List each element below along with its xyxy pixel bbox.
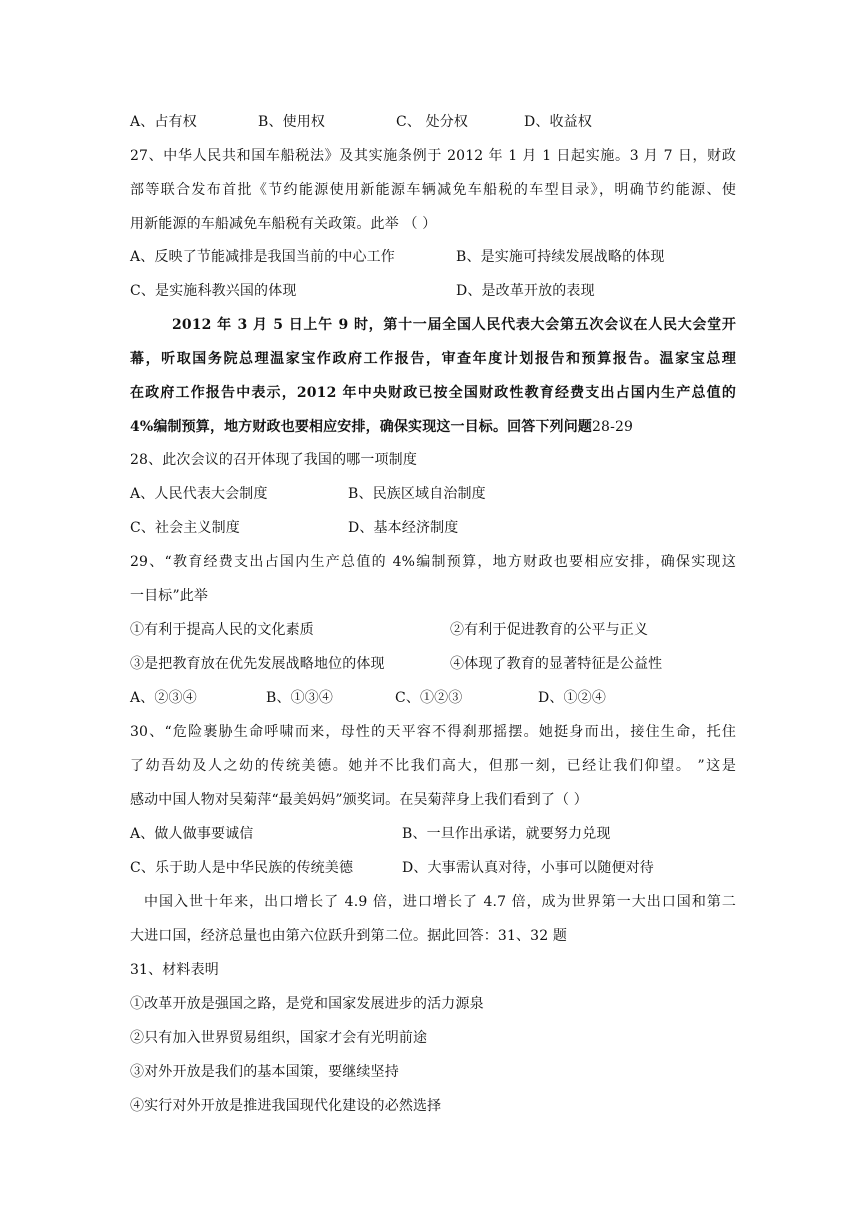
q27-stem-line-3: 用新能源的车船减免车船税有关政策。此举 （ ） <box>130 216 437 232</box>
q29-item-1: ①有利于提高人民的文化素质 <box>130 622 314 638</box>
q27-option-b: B、是实施可持续发展战略的体现 <box>456 249 665 265</box>
q27-option-a: A、反映了节能减排是我国当前的中心工作 <box>130 249 395 265</box>
q29-option-b: B、①③④ <box>266 690 334 706</box>
q27-stem-line-1: 27、中华人民共和国车船税法》及其实施条例于 2012 年 1 月 1 日起实施。3 月 7 日，财政 <box>130 148 736 164</box>
q30-option-b: B、一旦作出承诺，就要努力兑现 <box>402 826 611 842</box>
q26-option-c: C、 处分权 <box>396 114 469 130</box>
q27-option-c: C、是实施科教兴国的体现 <box>130 283 297 299</box>
q31-stem: 31、材料表明 <box>130 962 219 978</box>
q30-option-c: C、乐于助人是中华民族的传统美德 <box>130 860 354 876</box>
material-28-29-line-2: 幕，听取国务院总理温家宝作政府工作报告，审查年度计划报告和预算报告。温家宝总理 <box>130 351 736 367</box>
q29-option-d: D、①②④ <box>538 690 606 706</box>
q28-option-c: C、社会主义制度 <box>130 520 240 536</box>
material-28-29-line-4 <box>130 417 736 437</box>
q26-option-d: D、收益权 <box>524 114 592 130</box>
q30-option-a: A、做人做事要诚信 <box>130 826 254 842</box>
q26-option-a: A、占有权 <box>130 114 197 130</box>
q28-options-row-1 <box>130 484 736 504</box>
q31-item-1: ①改革开放是强国之路，是党和国家发展进步的活力源泉 <box>130 996 484 1012</box>
q30-stem-line-1: 30、“危险裹胁生命呼啸而来，母性的天平容不得刹那摇摆。她挺身而出，接住生命，托住 <box>130 724 736 740</box>
q27-options-row-1 <box>130 247 736 267</box>
q31-item-4: ④实行对外开放是推进我国现代化建设的必然选择 <box>130 1098 442 1114</box>
q27-stem-line-2: 部等联合发布首批《节约能源使用新能源车辆减免车船税的车型目录》，明确节约能源、使 <box>130 182 736 198</box>
q31-item-2: ②只有加入世界贸易组织，国家才会有光明前途 <box>130 1030 428 1046</box>
q30-option-d: D、大事需认真对待，小事可以随便对待 <box>402 860 654 876</box>
q28-options-row-2 <box>130 518 736 538</box>
material-31-32-line-2: 大进口国，经济总量也由第六位跃升到第二位。据此回答：31、32 题 <box>130 928 568 944</box>
material-28-29-line-1: 2012 年 3 月 5 日上午 9 时，第十一届全国人民代表大会第五次会议在人民大会堂开 <box>172 317 736 333</box>
q29-item-4: ④体现了教育的显著特征是公益性 <box>450 656 663 672</box>
q28-option-b: B、民族区域自治制度 <box>348 486 486 502</box>
q28-option-d: D、基本经济制度 <box>348 520 459 536</box>
q30-options-row-1 <box>130 824 736 844</box>
q29-item-3: ③是把教育放在优先发展战略地位的体现 <box>130 656 385 672</box>
q27-option-d: D、是改革开放的表现 <box>456 283 595 299</box>
q31-item-3: ③对外开放是我们的基本国策，要继续坚持 <box>130 1064 399 1080</box>
q26-options <box>130 112 736 132</box>
q29-option-a: A、②③④ <box>130 690 197 706</box>
q28-stem: 28、此次会议的召开体现了我国的哪一项制度 <box>130 452 417 468</box>
q26-option-b: B、使用权 <box>258 114 326 130</box>
q30-stem-line-2: 了幼吾幼及人之幼的传统美德。她并不比我们高大，但那一刻，已经让我们仰望。 ”这是 <box>130 758 736 774</box>
material-28-29-range: 28-29 <box>592 419 634 435</box>
q30-options-row-2 <box>130 858 736 878</box>
q29-stem-line-2: 一目标”此举 <box>130 588 209 604</box>
material-28-29-text: 4%编制预算，地方财政也要相应安排，确保实现这一目标。回答下列问题 <box>130 419 592 435</box>
material-31-32-line-1: 中国入世十年来，出口增长了 4.9 倍，进口增长了 4.7 倍，成为世界第一大出口国和第二 <box>144 894 736 910</box>
q29-option-c: C、①②③ <box>395 690 463 706</box>
q27-options-row-2 <box>130 281 736 301</box>
material-28-29-line-3: 在政府工作报告中表示，2012 年中央财政已按全国财政性教育经费支出占国内生产总值的 <box>130 385 736 401</box>
q30-stem-line-3: 感动中国人物对吴菊萍“最美妈妈”颁奖词。在吴菊萍身上我们看到了（ ） <box>130 792 588 808</box>
q29-item-2: ②有利于促进教育的公平与正义 <box>450 622 649 638</box>
q28-option-a: A、人民代表大会制度 <box>130 486 268 502</box>
q29-items-row-1 <box>130 620 736 640</box>
q29-items-row-2 <box>130 654 736 674</box>
q29-options <box>130 688 736 708</box>
q29-stem-line-1: 29、“教育经费支出占国内生产总值的 4%编制预算，地方财政也要相应安排，确保实现这 <box>130 554 736 570</box>
